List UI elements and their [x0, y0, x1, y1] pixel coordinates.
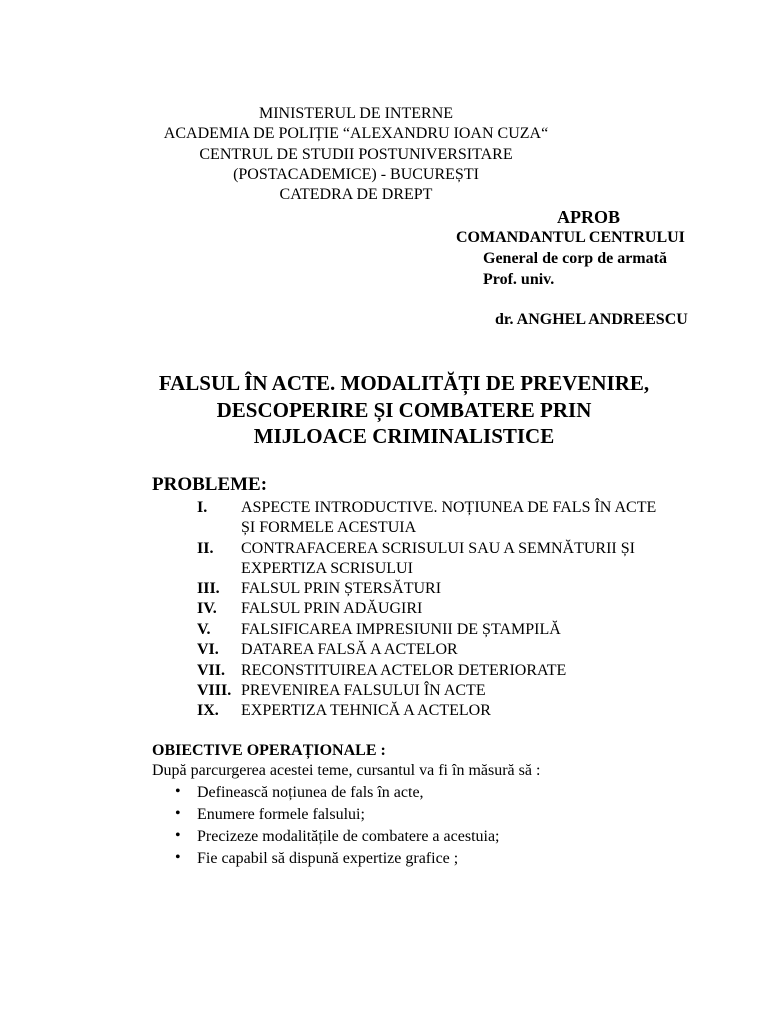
header-postacademic: (POSTACADEMICE) - BUCUREȘTI — [233, 166, 479, 183]
problem-text: ASPECTE INTRODUCTIVE. NOȚIUNEA DE FALS ÎN ACTE — [241, 499, 657, 516]
approval-rank: General de corp de armată — [483, 250, 667, 267]
document-title-line-2: DESCOPERIRE ȘI COMBATERE PRIN — [216, 398, 592, 422]
problem-text: EXPERTIZA TEHNICĂ A ACTELOR — [241, 702, 491, 719]
approval-signatory: dr. ANGHEL ANDREESCU — [495, 311, 688, 328]
approval-title-prof: Prof. univ. — [483, 271, 555, 288]
problem-number: II. — [197, 540, 214, 557]
document-title-line-1: FALSUL ÎN ACTE. MODALITĂȚI DE PREVENIRE, — [158, 371, 650, 395]
problems-heading: PROBLEME: — [152, 474, 268, 495]
problem-number: V. — [197, 621, 211, 638]
document-title-line-3: MIJLOACE CRIMINALISTICE — [253, 424, 555, 448]
objective-item: Fie capabil să dispună expertize grafice ; — [197, 850, 459, 867]
problem-text-continued: ȘI FORMELE ACESTUIA — [241, 519, 417, 536]
problem-number: IX. — [197, 702, 219, 719]
problem-text: FALSUL PRIN ADĂUGIRI — [241, 600, 423, 617]
problem-number: I. — [197, 499, 208, 516]
problem-text: FALSUL PRIN ȘTERSĂTURI — [241, 580, 442, 597]
problem-number: VI. — [197, 641, 219, 658]
bullet-icon: • — [175, 849, 181, 866]
approval-commander: COMANDANTUL CENTRULUI — [456, 229, 685, 246]
approval-title: APROB — [557, 207, 620, 227]
problem-text: FALSIFICAREA IMPRESIUNII DE ȘTAMPILĂ — [241, 621, 561, 638]
objective-item: Definească noțiunea de fals în acte, — [197, 784, 424, 801]
objective-item: Precizeze modalitățile de combatere a acestuia; — [197, 828, 500, 845]
problem-text: DATAREA FALSĂ A ACTELOR — [241, 641, 458, 658]
objective-item: Enumere formele falsului; — [197, 806, 365, 823]
header-academy: ACADEMIA DE POLIȚIE “ALEXANDRU IOAN CUZA“ — [163, 125, 549, 142]
problem-number: VIII. — [197, 682, 232, 699]
problem-text: CONTRAFACEREA SCRISULUI SAU A SEMNĂTURII ȘI — [241, 540, 635, 557]
objectives-heading: OBIECTIVE OPERAȚIONALE : — [152, 742, 386, 759]
problem-text: RECONSTITUIREA ACTELOR DETERIORATE — [241, 662, 567, 679]
header-center: CENTRUL DE STUDII POSTUNIVERSITARE — [199, 146, 513, 163]
problem-text: PREVENIREA FALSULUI ÎN ACTE — [241, 682, 486, 699]
bullet-icon: • — [175, 827, 181, 844]
header-department: CATEDRA DE DREPT — [279, 186, 433, 203]
bullet-icon: • — [175, 783, 181, 800]
problem-number: VII. — [197, 662, 226, 679]
objectives-intro: După parcurgerea acestei teme, cursantul va fi în măsură să : — [152, 762, 541, 779]
problem-number: IV. — [197, 600, 217, 617]
bullet-icon: • — [175, 805, 181, 822]
header-ministry: MINISTERUL DE INTERNE — [258, 105, 454, 122]
problem-number: III. — [197, 580, 220, 597]
problem-text-continued: EXPERTIZA SCRISULUI — [241, 560, 413, 577]
